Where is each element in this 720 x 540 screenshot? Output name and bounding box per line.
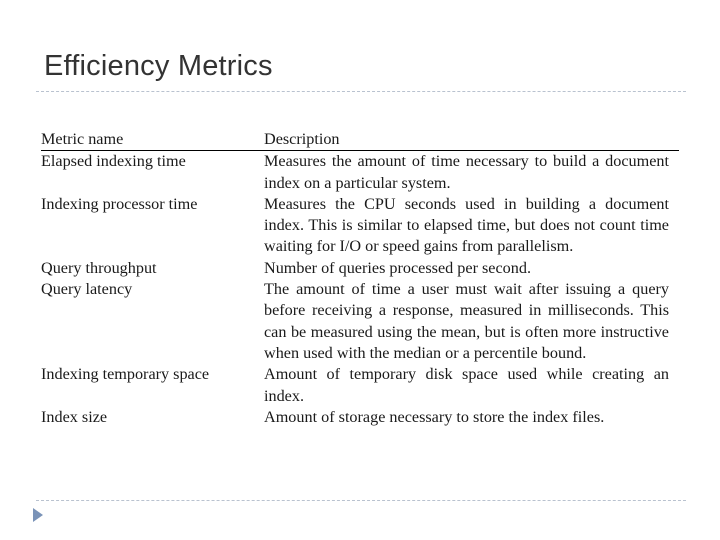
metric-name: Indexing temporary space: [41, 365, 210, 384]
metric-description: The amount of time a user must wait after issuing a query before receiving a response, measured in milliseconds. This can be measured using the mean, but is often more instructive when used with the median or a percentile bound.: [264, 280, 669, 362]
footer-divider: [36, 500, 686, 501]
metric-name: Index size: [41, 407, 108, 426]
metric-name: Elapsed indexing time: [41, 152, 186, 171]
slide-title: Efficiency Metrics: [44, 50, 273, 82]
metric-description: Measures the amount of time necessary to build a document index on a particular system.: [264, 152, 669, 192]
table-row: [41, 407, 679, 428]
table-row: [41, 364, 679, 407]
header-description: Description: [264, 130, 340, 148]
table-row: [41, 151, 679, 194]
metric-description: Number of queries processed per second.: [264, 258, 531, 277]
metric-name: Indexing processor time: [41, 194, 198, 213]
header-metric-name: Metric name: [41, 130, 124, 148]
metrics-table: [41, 129, 679, 428]
metric-description: Amount of storage necessary to store the index files.: [264, 407, 605, 426]
metric-name: Query latency: [41, 280, 133, 299]
title-divider: [36, 91, 686, 92]
table-row: [41, 279, 679, 364]
table-row: [41, 194, 679, 258]
table-header-row: [41, 129, 679, 151]
bullet-arrow-icon: [33, 508, 43, 522]
metric-name: Query throughput: [41, 258, 157, 277]
table-row: [41, 258, 679, 279]
metric-description: Measures the CPU seconds used in building a document index. This is similar to elapsed time, but does not count time waiting for I/O or speed gains from parallelism.: [264, 194, 669, 256]
metric-description: Amount of temporary disk space used while creating an index.: [264, 365, 669, 405]
